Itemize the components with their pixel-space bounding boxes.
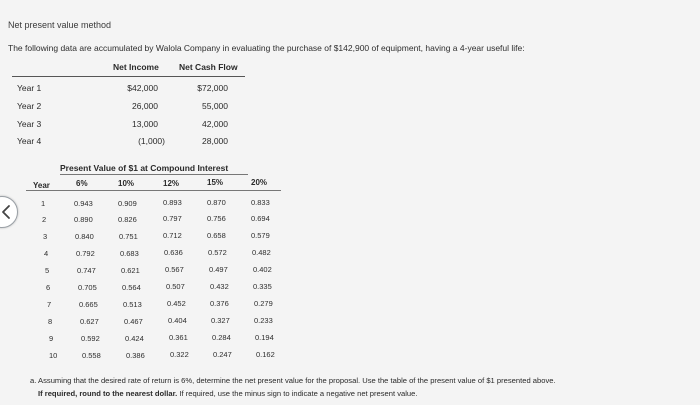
pv-cell: 0.558	[82, 351, 101, 360]
pv-cell: 0.636	[164, 248, 183, 257]
pv-cell: 0.404	[168, 316, 187, 325]
pv-cell: 0.507	[166, 282, 185, 291]
pv-cell: 0.909	[118, 199, 137, 208]
rate-header: 15%	[207, 178, 224, 187]
pv-cell: 0.694	[251, 214, 270, 223]
pv-header-rule	[26, 190, 281, 191]
col-header-net-cash-flow: Net Cash Flow	[179, 62, 238, 72]
pv-table-title: Present Value of $1 at Compound Interest	[60, 163, 229, 173]
year-header: Year	[33, 181, 50, 190]
net-cash-flow-cell: 28,000	[202, 136, 228, 146]
year-cell: 2	[42, 215, 47, 224]
question-label: a.	[30, 376, 37, 385]
chevron-left-icon	[1, 204, 11, 220]
pv-cell: 0.826	[118, 215, 137, 224]
net-income-cell: 13,000	[132, 119, 158, 129]
pv-cell: 0.376	[210, 299, 229, 308]
pv-cell: 0.705	[78, 283, 97, 292]
pv-cell: 0.792	[76, 249, 95, 258]
rate-header: 6%	[76, 179, 88, 188]
row-label: Year 2	[17, 101, 42, 111]
rate-header: 20%	[251, 178, 268, 187]
pv-cell: 0.564	[122, 283, 141, 292]
pv-cell: 0.327	[211, 316, 230, 325]
previous-page-button[interactable]	[0, 196, 18, 228]
pv-cell: 0.467	[124, 317, 143, 326]
pv-title-rule	[60, 174, 248, 175]
net-cash-flow-cell: 42,000	[202, 119, 228, 129]
row-label: Year 1	[17, 83, 42, 93]
pv-cell: 0.482	[252, 248, 271, 257]
pv-cell: 0.665	[79, 300, 98, 309]
pv-cell: 0.797	[163, 214, 182, 223]
net-income-cell: (1,000)	[138, 136, 165, 146]
question-line-1	[30, 375, 556, 386]
pv-cell: 0.279	[254, 299, 273, 308]
page-title: Net present value method	[8, 20, 112, 30]
year-cell: 1	[41, 199, 46, 208]
row-label: Year 3	[17, 119, 42, 129]
year-cell: 4	[44, 249, 49, 258]
pv-cell: 0.943	[74, 199, 93, 208]
pv-cell: 0.402	[253, 265, 272, 274]
pv-cell: 0.162	[256, 350, 275, 359]
pv-cell: 0.194	[255, 333, 274, 342]
pv-cell: 0.712	[163, 231, 182, 240]
year-cell: 7	[47, 300, 52, 309]
pv-cell: 0.683	[120, 249, 139, 258]
pv-cell: 0.386	[126, 351, 145, 360]
pv-cell: 0.361	[169, 333, 188, 342]
year-cell: 8	[48, 317, 53, 326]
year-cell: 6	[46, 283, 51, 292]
pv-cell: 0.579	[251, 231, 270, 240]
net-cash-flow-cell: $72,000	[197, 83, 228, 93]
pv-cell: 0.322	[170, 350, 189, 359]
pv-cell: 0.621	[121, 266, 140, 275]
pv-cell: 0.432	[210, 282, 229, 291]
question-line-2	[38, 388, 417, 399]
pv-cell: 0.627	[80, 317, 99, 326]
pv-cell: 0.747	[77, 266, 96, 275]
header-rule	[12, 76, 245, 77]
pv-cell: 0.424	[125, 334, 144, 343]
intro-text: The following data are accumulated by Walola Company in evaluating the purchase of $142,900 of equipment, having a 4-year useful life:	[8, 43, 525, 53]
pv-cell: 0.658	[207, 231, 226, 240]
pv-cell: 0.833	[251, 198, 270, 207]
pv-cell: 0.756	[207, 214, 226, 223]
net-cash-flow-cell: 55,000	[202, 101, 228, 111]
col-header-net-income: Net Income	[113, 62, 159, 72]
year-cell: 9	[49, 334, 54, 343]
rate-header: 12%	[163, 179, 180, 188]
pv-cell: 0.233	[254, 316, 273, 325]
pv-cell: 0.513	[123, 300, 142, 309]
pv-cell: 0.751	[119, 232, 138, 241]
year-cell: 10	[49, 351, 58, 360]
rate-header: 10%	[118, 179, 135, 188]
pv-cell: 0.592	[81, 334, 100, 343]
pv-cell: 0.890	[74, 215, 93, 224]
pv-cell: 0.452	[167, 299, 186, 308]
pv-cell: 0.840	[75, 232, 94, 241]
question-text: Assuming that the desired rate of return is 6%, determine the net present value for the proposal. Use the table of the present value of $1 presented above.	[38, 376, 556, 385]
pv-cell: 0.247	[213, 350, 232, 359]
row-label: Year 4	[17, 136, 42, 146]
net-income-cell: $42,000	[127, 83, 158, 93]
question-note: If required, use the minus sign to indicate a negative net present value.	[179, 389, 418, 398]
question-bold-text: If required, round to the nearest dollar.	[38, 389, 178, 398]
pv-cell: 0.497	[209, 265, 228, 274]
pv-cell: 0.893	[163, 198, 182, 207]
net-income-cell: 26,000	[132, 101, 158, 111]
pv-cell: 0.335	[253, 282, 272, 291]
year-cell: 3	[43, 232, 48, 241]
pv-cell: 0.567	[165, 265, 184, 274]
year-cell: 5	[45, 266, 50, 275]
pv-cell: 0.284	[212, 333, 231, 342]
pv-cell: 0.572	[208, 248, 227, 257]
pv-cell: 0.870	[207, 198, 226, 207]
